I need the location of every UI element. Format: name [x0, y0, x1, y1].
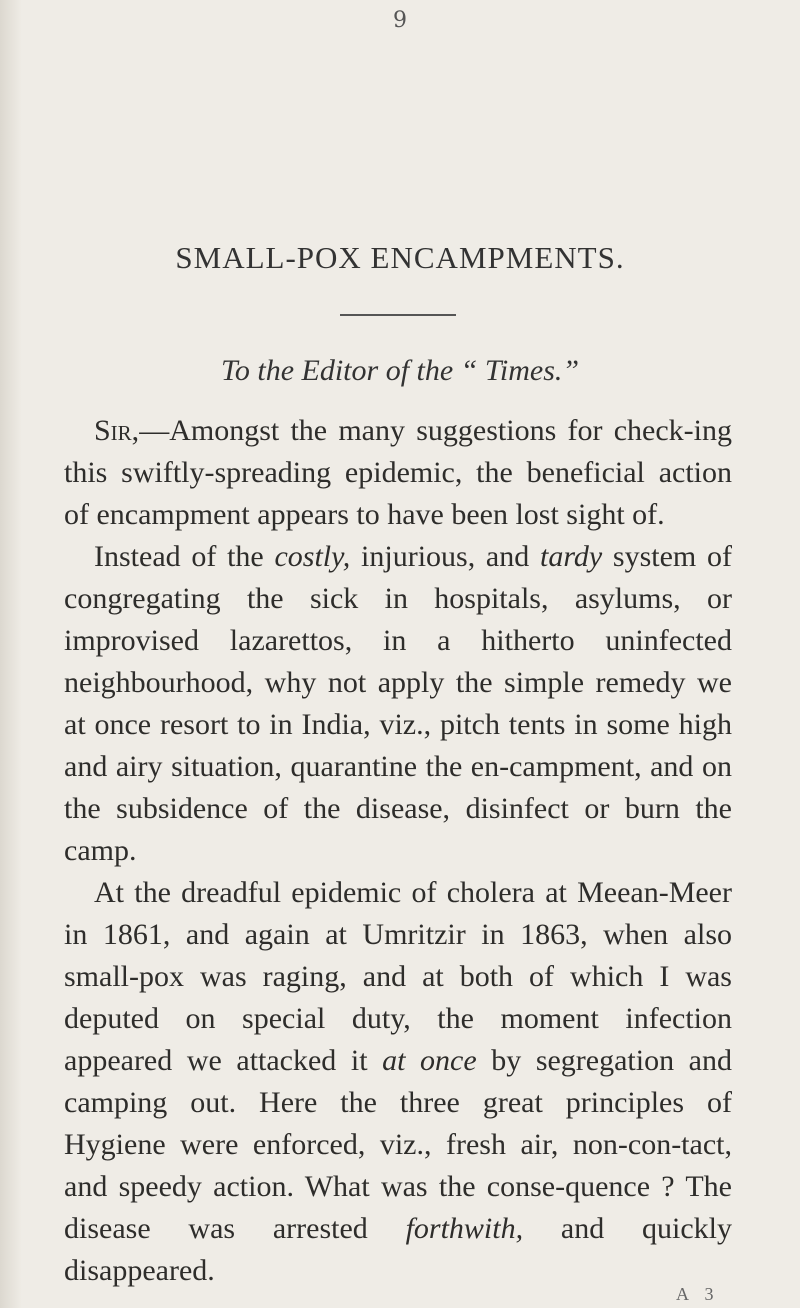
page-title: SMALL-POX ENCAMPMENTS. [175, 240, 625, 275]
paragraph-3 [64, 872, 732, 1292]
paragraph-lead: Sir, [94, 414, 140, 447]
paragraph-text: Instead of the [94, 540, 275, 573]
paragraph-2 [64, 536, 732, 872]
emphasis-text: forthwith, [405, 1212, 524, 1245]
paragraph-text: system of congregating the sick in hospitals, asylums, or improvised lazarettos, in a hitherto uninfected neighbourhood, why not apply the simple remedy we at once resort to in India, viz., pitch tents in some high and airy situation, quarantine the en-campment, and on the subsidence of the disease, disinfect or burn the camp. [64, 540, 732, 867]
page-edge [0, 0, 22, 1308]
paragraph-text: At the dreadful epidemic of cholera at Meean-Meer in 1861, and again at Umritzir in 1863, when also small-pox was raging, and at both of which I was deputed on special duty, the moment infection appeared we attacked it [64, 876, 732, 1077]
paragraph-text: by segregation and camping out. Here the three great principles of Hygiene were enforced, viz., fresh air, non-con-tact, and speedy action. What was the conse-quence ? The disease was arrested [64, 1044, 732, 1245]
signature-mark: A 3 [676, 1284, 720, 1304]
paragraph-text: —Amongst the many suggestions for check-ing this swiftly-spreading epidemic, the beneficial action of encampment appears to have been lost sight of. [64, 414, 732, 531]
page-number: 9 [393, 8, 407, 33]
paragraph-text: and quickly disappeared. [64, 1212, 732, 1287]
title-divider [340, 314, 456, 316]
salutation: To the Editor of the “ Times.” [220, 354, 580, 387]
paragraph-text: injurious, and [350, 540, 540, 573]
emphasis-text: at once [382, 1044, 477, 1077]
emphasis-text: costly, [274, 540, 351, 573]
paragraph-1 [64, 410, 732, 536]
emphasis-text: tardy [539, 540, 603, 573]
letter-body [64, 410, 732, 1292]
